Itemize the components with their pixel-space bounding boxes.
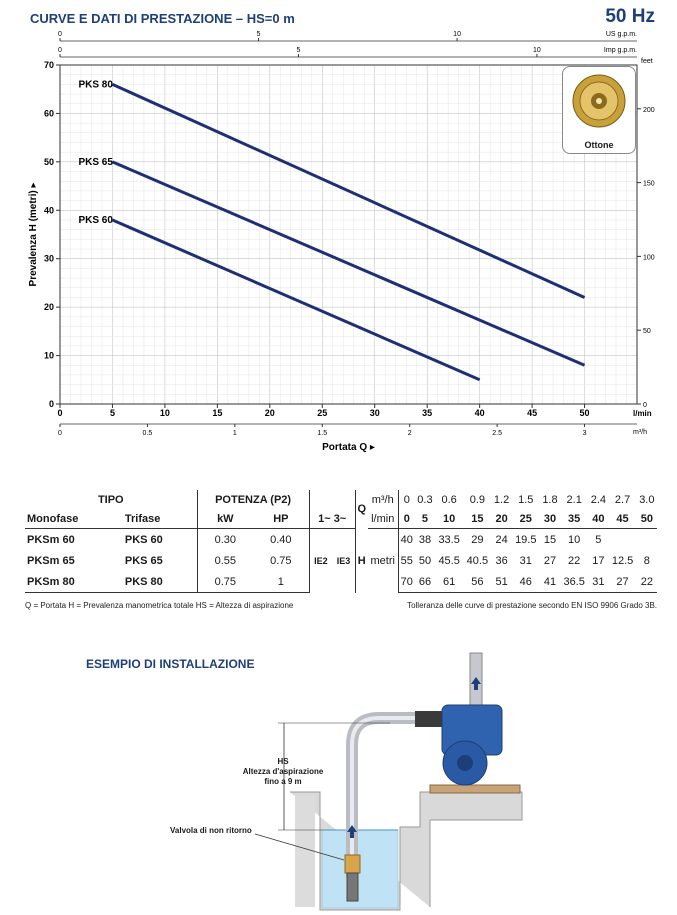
col-potenza: POTENZA (P2)	[197, 490, 309, 509]
col-tipo: TIPO	[97, 493, 124, 506]
h-cell: 46	[512, 571, 540, 593]
pump-base	[430, 785, 520, 793]
m3h-tick-label: 0.5	[142, 430, 153, 437]
col-kw: kW	[197, 509, 253, 529]
imp-tick-label: 10	[533, 47, 541, 54]
x-tick-label: 10	[159, 408, 170, 418]
us-tick-label: 5	[256, 31, 261, 38]
h-cell: 33.5	[438, 533, 460, 546]
feet-tick-label: 100	[643, 254, 655, 262]
x-axis-title: Portata Q ▸	[322, 442, 375, 453]
x-tick-label: 15	[212, 408, 223, 418]
y-tick-label: 20	[43, 302, 54, 313]
row-kw: 0.55	[197, 550, 253, 571]
row-hp: 0.40	[270, 533, 292, 546]
y-tick-label: 60	[43, 108, 54, 119]
col-hp: HP	[253, 509, 309, 529]
h-cell: 66	[415, 571, 435, 593]
x-tick-label: 35	[422, 408, 433, 418]
h-cell: 27	[608, 571, 636, 593]
m3h-tick-label: 2.5	[492, 430, 502, 437]
m3h-tick-label: 1.5	[317, 430, 328, 437]
row-mono: PKSm 60	[27, 533, 75, 546]
x-tick-label: 45	[527, 408, 538, 418]
imp-tick-label: 5	[296, 47, 301, 54]
y-tick-label: 40	[43, 205, 54, 216]
imp-unit-label: Imp g.p.m.	[603, 47, 637, 54]
h-cell: 45.5	[438, 554, 460, 567]
q-lmin-5: 25	[512, 509, 540, 529]
y-tick-label: 70	[43, 60, 54, 70]
unit-lmin: l/min	[368, 509, 399, 529]
us-tick-label: 10	[453, 31, 461, 38]
col-phase: 1~ 3~	[309, 509, 355, 529]
ie3-label: IE3	[336, 555, 351, 566]
x-tick-label: 5	[109, 408, 115, 418]
y-tick-label: 0	[48, 399, 54, 409]
row-mono: PKSm 65	[27, 554, 75, 567]
footnote-legend: Q = Portata H = Prevalenza manometrica totale HS = Altezza di aspirazione	[25, 601, 294, 610]
q-lmin-8: 40	[588, 509, 608, 529]
row-mono: PKSm 80	[25, 571, 123, 593]
row-tri: PKS 65	[124, 554, 163, 567]
h-cell: 61	[435, 571, 463, 593]
h-cell: 15	[543, 533, 557, 546]
q-lmin-3: 15	[463, 509, 491, 529]
foot-valve	[345, 855, 360, 873]
q-m3h-5: 1.5	[518, 493, 534, 506]
h-cell: 41	[540, 571, 560, 593]
h-cell: 8	[643, 554, 650, 567]
q-m3h-4: 1.2	[493, 493, 510, 506]
q-lmin-7: 35	[560, 509, 588, 529]
h-cell: 40.5	[466, 554, 489, 567]
h-cell: 22	[637, 571, 657, 593]
q-m3h-6: 1.8	[542, 493, 558, 506]
h-cell: 31	[588, 571, 608, 593]
x-tick-label: 50	[579, 408, 590, 418]
m3h-unit-label: m³/h	[633, 429, 647, 436]
page-title: CURVE E DATI DI PRESTAZIONE – HS=0 m	[30, 11, 295, 26]
col-tri: Trifase	[123, 509, 197, 529]
q-m3h-8: 2.4	[590, 493, 606, 506]
q-m3h-9: 2.7	[614, 493, 631, 506]
x-tick-label: 20	[264, 408, 275, 418]
x-unit-label: l/min	[633, 409, 652, 418]
us-unit-label: US g.p.m.	[605, 31, 637, 38]
series-label: PKS 65	[78, 156, 113, 168]
h-cell: 36	[495, 554, 508, 567]
row-hp: 1	[253, 571, 309, 593]
q-lmin-10: 50	[637, 509, 657, 529]
feet-tick-label: 200	[643, 106, 655, 114]
h-cell: 29	[471, 533, 484, 546]
m3h-tick-label: 1	[232, 430, 237, 437]
unit-metri: metri	[370, 554, 395, 567]
h-cell: 12.5	[611, 554, 634, 567]
h-cell: 38	[418, 533, 432, 546]
feet-tick-label: 150	[643, 180, 655, 188]
q-m3h-1: 0.3	[417, 493, 433, 506]
footnote-tolerance: Tolleranza delle curve di prestazione secondo EN ISO 9906 Grado 3B.	[407, 601, 657, 610]
h-cell: 70	[399, 571, 415, 593]
x-tick-label: 25	[317, 408, 328, 418]
imp-tick-label: 0	[58, 47, 62, 54]
impeller-label: Ottone	[584, 140, 614, 150]
q-m3h-0: 0	[403, 493, 410, 506]
q-m3h-3: 0.9	[469, 493, 486, 506]
h-cell: 36.5	[560, 571, 588, 593]
chart-curves	[112, 84, 584, 379]
q-lmin-1: 5	[415, 509, 435, 529]
row-tri: PKS 80	[123, 571, 197, 593]
feet-tick-label: 50	[643, 328, 651, 336]
y-tick-label: 10	[43, 350, 54, 361]
h-letter: H	[355, 529, 368, 593]
feet-unit-label: feet	[641, 58, 653, 65]
strainer	[347, 873, 358, 901]
h-cell: 22	[568, 554, 581, 567]
row-kw: 0.75	[197, 571, 253, 593]
feet-tick-label: 0	[643, 402, 647, 409]
series-label: PKS 60	[78, 214, 113, 226]
x-tick-label: 30	[369, 408, 380, 418]
q-lmin-2: 10	[435, 509, 463, 529]
row-hp: 0.75	[270, 554, 292, 567]
y-tick-label: 50	[43, 156, 54, 167]
h-cell: 56	[463, 571, 491, 593]
h-cell: 19.5	[515, 533, 537, 546]
series-label: PKS 80	[78, 79, 113, 91]
q-m3h-2: 0.6	[441, 493, 457, 506]
m3h-tick-label: 0	[58, 430, 62, 437]
y-axis-title: Prevalenza H (metri) ▸	[28, 182, 39, 287]
h-cell: 27	[543, 554, 557, 567]
x-tick-label: 40	[474, 408, 485, 418]
q-lmin-4: 20	[492, 509, 512, 529]
h-cell	[637, 529, 657, 551]
h-cell: 51	[492, 571, 512, 593]
h-cell: 55	[400, 554, 413, 567]
y-tick-label: 30	[43, 253, 54, 264]
h-cell: 40	[400, 533, 413, 546]
m3h-tick-label: 2	[407, 430, 412, 437]
ie2-label: IE2	[309, 529, 332, 593]
performance-table	[25, 490, 657, 593]
h-cell: 24	[495, 533, 508, 546]
impeller-inset	[562, 66, 636, 154]
col-mono: Monofase	[25, 509, 123, 529]
q-lmin-9: 45	[608, 509, 636, 529]
row-tri: PKS 60	[124, 533, 163, 546]
h-cell: 10	[568, 533, 581, 546]
frequency-label: 50 Hz	[605, 6, 655, 27]
h-cell	[608, 529, 636, 551]
q-letter: Q	[355, 490, 368, 529]
q-lmin-6: 30	[540, 509, 560, 529]
q-m3h-10: 3.0	[639, 493, 655, 506]
x-tick-label: 0	[57, 408, 63, 418]
h-cell: 50	[418, 554, 432, 567]
installation-title: ESEMPIO DI INSTALLAZIONE	[86, 657, 255, 671]
q-lmin-0: 0	[399, 509, 415, 529]
m3h-tick-label: 3	[582, 430, 587, 437]
installation-diagram	[150, 645, 530, 913]
unit-m3h: m³/h	[371, 493, 394, 506]
h-cell: 17	[592, 554, 605, 567]
impeller-icon	[563, 67, 635, 137]
us-tick-label: 0	[58, 31, 62, 38]
h-cell: 5	[595, 533, 602, 546]
hs-label: HS Altezza d'aspirazione fino a 9 m	[242, 757, 324, 786]
q-m3h-7: 2.1	[566, 493, 582, 506]
valve-label: Valvola di non ritorno	[170, 826, 252, 835]
row-kw: 0.30	[197, 529, 253, 551]
chart-labels	[78, 79, 113, 226]
h-cell: 31	[519, 554, 532, 567]
